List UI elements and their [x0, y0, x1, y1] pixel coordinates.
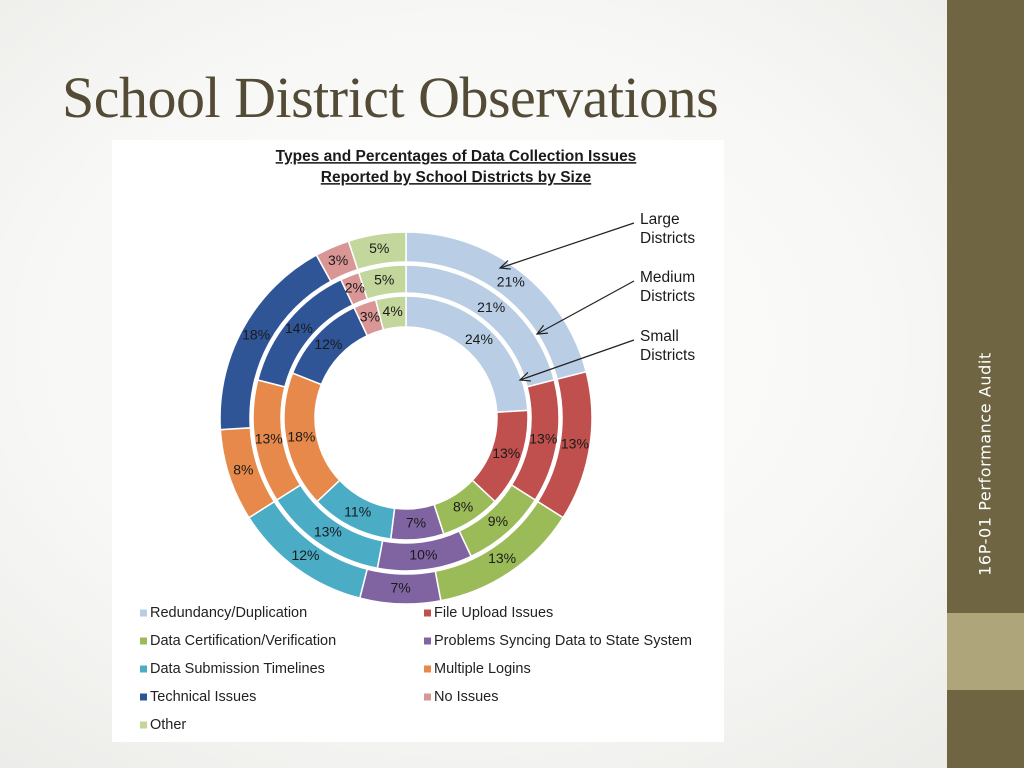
- legend-swatch-problems-syncing-data-to-state-system: [424, 638, 431, 645]
- legend-swatch-no-issues: [424, 694, 431, 701]
- value-label-small-districts-file-upload-issues: 13%: [492, 444, 521, 461]
- legend-label-other: Other: [150, 716, 187, 733]
- value-label-small-districts-data-submission-timelines: 11%: [344, 503, 372, 520]
- value-label-large-districts-no-issues: 3%: [327, 251, 349, 268]
- value-label-medium-districts-technical-issues: 14%: [284, 320, 313, 337]
- value-label-small-districts-multiple-logins: 18%: [287, 428, 316, 445]
- value-label-small-districts-other: 4%: [382, 303, 403, 320]
- value-label-small-districts-redundancy-duplication: 24%: [464, 331, 493, 348]
- chart-title-line-1: Types and Percentages of Data Collection Issues: [275, 148, 637, 166]
- legend-swatch-data-submission-timelines: [140, 666, 147, 673]
- legend-label-data-certification-verification: Data Certification/Verification: [150, 632, 337, 649]
- value-label-large-districts-problems-syncing-data-to-state-system: 7%: [390, 579, 411, 596]
- slide-title: School District Observations: [62, 65, 719, 130]
- legend-label-no-issues: No Issues: [434, 688, 499, 705]
- legend-label-data-submission-timelines: Data Submission Timelines: [150, 660, 325, 677]
- value-label-small-districts-problems-syncing-data-to-state-system: 7%: [405, 514, 427, 531]
- value-label-large-districts-file-upload-issues: 13%: [560, 435, 589, 452]
- value-label-large-districts-redundancy-duplication: 21%: [496, 273, 525, 290]
- legend-swatch-technical-issues: [140, 694, 147, 701]
- legend-swatch-data-certification-verification: [140, 638, 147, 645]
- value-label-small-districts-data-certification-verification: 8%: [452, 498, 474, 515]
- ring-label-medium-districts-line-1: Medium: [640, 269, 696, 287]
- value-label-medium-districts-multiple-logins: 13%: [254, 430, 283, 447]
- legend-label-multiple-logins: Multiple Logins: [434, 660, 531, 677]
- value-label-medium-districts-problems-syncing-data-to-state-system: 10%: [409, 546, 438, 563]
- legend-swatch-redundancy-duplication: [140, 610, 147, 617]
- value-label-medium-districts-file-upload-issues: 13%: [529, 430, 558, 447]
- legend-swatch-multiple-logins: [424, 666, 431, 673]
- ring-label-large-districts-line-1: Large: [640, 211, 680, 229]
- legend-label-redundancy-duplication: Redundancy/Duplication: [150, 604, 308, 621]
- value-label-large-districts-multiple-logins: 8%: [233, 461, 254, 478]
- legend-label-technical-issues: Technical Issues: [150, 688, 257, 705]
- value-label-medium-districts-redundancy-duplication: 21%: [477, 298, 506, 315]
- value-label-small-districts-technical-issues: 12%: [314, 335, 343, 352]
- value-label-medium-districts-data-submission-timelines: 13%: [313, 523, 342, 540]
- ring-label-small-districts-line-2: Districts: [640, 347, 696, 365]
- legend-label-file-upload-issues: File Upload Issues: [434, 604, 554, 621]
- value-label-large-districts-other: 5%: [369, 239, 390, 256]
- legend-swatch-other: [140, 722, 147, 729]
- legend-swatch-file-upload-issues: [424, 610, 431, 617]
- value-label-small-districts-no-issues: 3%: [359, 308, 381, 325]
- ring-pointer-large-districts: [500, 223, 634, 268]
- ring-label-medium-districts-line-2: Districts: [640, 288, 696, 306]
- value-label-large-districts-data-certification-verification: 13%: [488, 550, 517, 567]
- ring-label-large-districts-line-2: Districts: [640, 230, 696, 248]
- legend-label-problems-syncing-data-to-state-system: Problems Syncing Data to State System: [434, 632, 692, 649]
- value-label-large-districts-data-submission-timelines: 12%: [291, 547, 320, 564]
- side-label: 16P-01 Performance Audit: [975, 352, 995, 576]
- value-label-large-districts-technical-issues: 18%: [242, 326, 271, 343]
- value-label-medium-districts-no-issues: 2%: [344, 279, 365, 296]
- value-label-medium-districts-data-certification-verification: 9%: [487, 512, 509, 529]
- chart-title-line-2: Reported by School Districts by Size: [320, 169, 592, 187]
- ring-label-small-districts-line-1: Small: [640, 328, 679, 346]
- value-label-medium-districts-other: 5%: [374, 271, 395, 288]
